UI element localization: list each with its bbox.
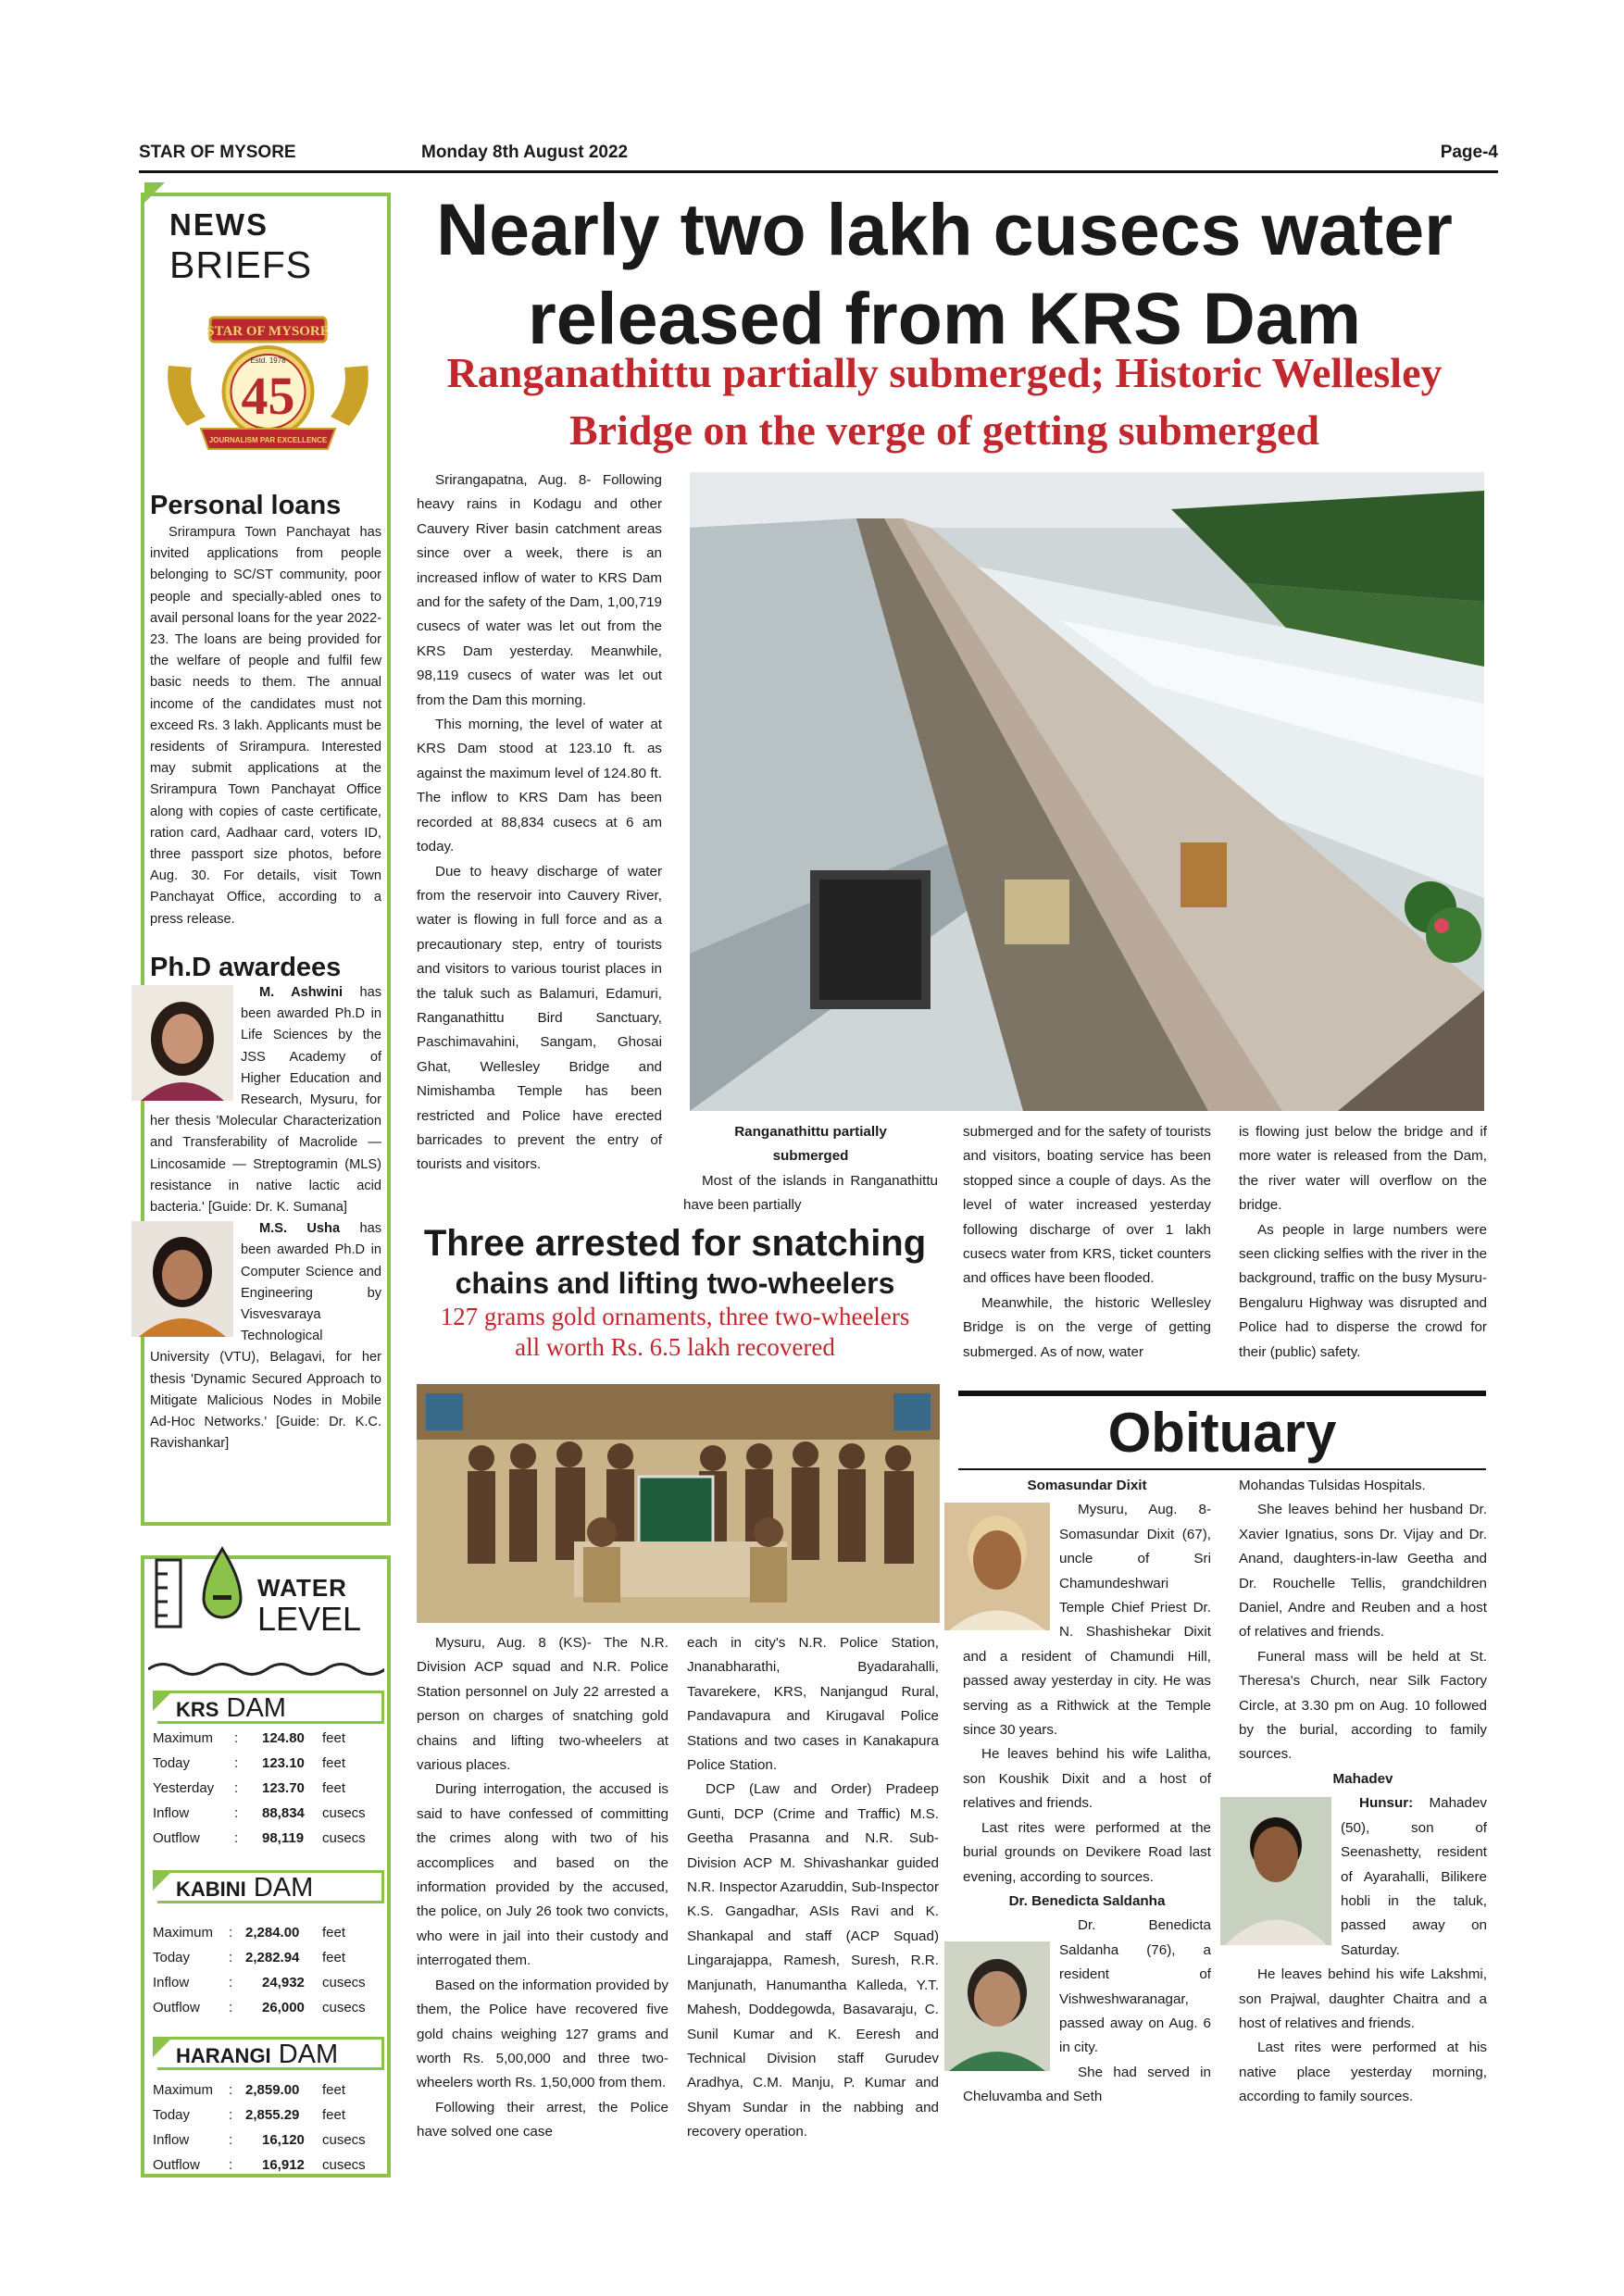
main-story-col3 [963, 1120, 1211, 1365]
obit-3-text [1239, 1791, 1487, 1963]
krs-dam-suffix: DAM [226, 1693, 286, 1723]
row-label: Yesterday [153, 1780, 215, 1796]
phd-heading: Ph.D awardees [150, 953, 342, 982]
main-story-paragraph: Srirangapatna, Aug. 8- Following heavy rains in Kodagu and other Cauvery River basin catchment areas since over a week, there is an increased inflow of water to KRS Dam and for the safety of the Dam, 1,00,719 cusecs of water was let out from the KRS Dam yesterday. Meanwhile, 98,119 cusecs of water was let out from the Dam this morning. [417, 472, 662, 708]
phd-awardee-1 [150, 982, 381, 1218]
krs-dam-photo [690, 472, 1484, 1111]
row-unit: cusecs [322, 1805, 366, 1821]
water-level-title-bottom: LEVEL [257, 1600, 362, 1638]
row-label: Maximum [153, 2082, 214, 2098]
arrest-story-col2 [687, 1631, 939, 2145]
row-label: Today [153, 2107, 191, 2123]
awardee-2-name: M.S. Usha [259, 1221, 341, 1237]
obit-2-funeral: Funeral mass will be held at St. Theresa's Church, near Silk Factory Circle, at 3.30 pm on Aug. 10 followed by the burial, according to family sources. [1239, 1648, 1487, 1763]
police-team-photo [417, 1384, 940, 1623]
corner-accent [153, 1691, 173, 1711]
row-value: 124.80 [262, 1730, 305, 1746]
row-value: 16,912 [262, 2157, 305, 2173]
obituary-col2 [1239, 1474, 1487, 2110]
arrest-story-paragraph: DCP (Law and Order) Pradeep Gunti, DCP (Crime and Traffic) M.S. Geetha Prasanna and N.R. Sub-Division ACP M. Shivashankar guided N.R. Inspector Azaruddin, Sub-Inspector K.S. Gangadhar, ASIs Ravi and K. Shankapal and staff (ACP Squad) Lingarajappa, Ramesh, Suresh, R.R. Manjunath, Hanumantha Kalleda, Y.T. Mahesh, Doddegowda, Basavaraju, C. Sunil Kumar and K. Eeresh and Technical Division staff Gurudev Aradhya, C.M. Manju, P. Kumar and Shyam Sundar in the nabbing and recovery operation. [687, 1781, 939, 2140]
arrest-story-header [407, 1222, 943, 1363]
row-unit: cusecs [322, 1830, 366, 1846]
main-story-col2 [683, 1120, 938, 1218]
obit-2-text [963, 1914, 1211, 2060]
obit-3-place: Hunsur: [1359, 1795, 1414, 1812]
phd-awardee-2 [150, 1218, 381, 1454]
obit-2-photo [944, 1941, 1050, 2071]
obit-3-photo [1220, 1797, 1331, 1945]
obit-3-paragraph-3: Last rites were performed at his native place yesterday morning, according to family sources. [1239, 2040, 1487, 2105]
row-value: 16,120 [262, 2132, 305, 2148]
obituary-underline [958, 1468, 1486, 1470]
personal-loans-brief [150, 489, 381, 930]
arrest-subhead: 127 grams gold ornaments, three two-wheelers all worth Rs. 6.5 lakh recovered [440, 1303, 910, 1361]
row-value: 2,284.00 [245, 1925, 300, 1940]
harangi-dam-suffix: DAM [278, 2040, 339, 2069]
row-unit: feet [322, 1730, 346, 1746]
logo-title: STAR OF MYSORE [206, 324, 330, 339]
row-label: Inflow [153, 1975, 190, 1990]
arrest-story-paragraph: Mysuru, Aug. 8 (KS)- The N.R. Division ACP squad and N.R. Police Station personnel on July 22 arrested a person on charges of snatching gold chains and lifting two-wheelers at various places. [417, 1635, 668, 1774]
row-label: Maximum [153, 1925, 214, 1940]
news-briefs-title [169, 207, 382, 287]
corner-accent [153, 1870, 173, 1890]
issue-date: Monday 8th August 2022 [421, 143, 629, 162]
row-label: Inflow [153, 1805, 190, 1821]
arrest-headline-1: Three arrested for snatching [423, 1223, 927, 1264]
page-number: Page-4 [1440, 143, 1498, 162]
obit-1-name: Somasundar Dixit [1027, 1478, 1147, 1493]
personal-loans-text: Srirampura Town Panchayat has invited applications from people belonging to SC/ST community, poor people and specially-abled ones to avail personal loans for the year 2022-23. The loans are being provided for the welfare of people and fulfil few basic needs to them. The annual income of the candidates must not exceed Rs. 3 lakh. Applicants must be residents of Srirampura. Interested may submit applications at the Srirampura Town Panchayat Office along with copies of caste certificate, ration card, Aadhaar card, voters ID, three passport size photos, before Aug. 30. For details, visit Town Panchayat Office, according to a press release. [150, 525, 381, 927]
krs-dam-name: KRS [176, 1698, 219, 1721]
arrest-story-paragraph: Based on the information provided by them, the Police have recovered five gold chains weighing 127 grams and worth Rs. 5,00,000 and three two-wheelers worth Rs. 1,50,000 from them. [417, 1977, 668, 2091]
arrest-story-paragraph: Following their arrest, the Police have solved one case [417, 2099, 668, 2140]
row-value: 2,859.00 [245, 2082, 300, 2098]
harangi-dam-header [157, 2037, 384, 2070]
obit-3-name: Mahadev [1332, 1770, 1393, 1787]
row-unit: feet [322, 1950, 346, 1965]
obit-1-text [963, 1498, 1211, 1742]
obit-3-paragraph-2: He leaves behind his wife Lakshmi, son Prajwal, daughter Chaitra and a host of relatives and friends. [1239, 1966, 1487, 2031]
dam-photo-caption: Ranganathittu partially submerged [734, 1124, 887, 1165]
arrest-headline-2: chains and lifting two-wheelers [455, 1267, 895, 1300]
awardee-2-photo [131, 1221, 233, 1337]
row-unit: feet [322, 2107, 346, 2123]
row-value: 2,855.29 [245, 2107, 300, 2123]
row-unit: cusecs [322, 1975, 366, 1990]
arrest-story-paragraph: each in city's N.R. Police Station, Jnanabharathi, Byadarahalli, Tavarekere, KRS, Nanjangud Rural, Pandavapura and Kirugaval Police Stations and two cases in Kanakapura Police Station. [687, 1635, 939, 1774]
main-subheadline: Ranganathittu partially submerged; Historic Wellesley Bridge on the verge of getting submerged [446, 349, 1443, 454]
main-story-col1 [417, 468, 662, 1178]
arrest-story-col1 [417, 1631, 668, 2145]
news-briefs-title-top: NEWS [169, 207, 269, 242]
logo-45: 45 [241, 366, 295, 426]
row-unit: cusecs [322, 2132, 366, 2148]
main-story-paragraph: This morning, the level of water at KRS Dam stood at 123.10 ft. as against the maximum level of 124.80 ft. The inflow to KRS Dam has been recorded at 88,834 cusecs at 6 am today. [417, 717, 662, 855]
row-label: Today [153, 1950, 191, 1965]
awardee-2-text: has been awarded Ph.D in Computer Science and Engineering by Visvesvaraya Technological University (VTU), Belagavi, for her thesis 'Dynamic Secured Approach to Mitigate Malicious Nodes in Mobile Ad-Hoc Networks.' [Guide: Dr. K.C. Ravishankar] [150, 1221, 381, 1452]
row-label: Outflow [153, 1830, 200, 1846]
obituary-rule [958, 1391, 1486, 1396]
main-story-paragraph: is flowing just below the bridge and if more water is released from the Dam, the river water will overflow on the bridge. [1239, 1124, 1487, 1214]
obit-2-name: Dr. Benedicta Saldanha [1008, 1892, 1166, 1909]
awardee-1-name: M. Ashwini [259, 985, 344, 1000]
logo-ribbon: JOURNALISM PAR EXCELLENCE [208, 436, 328, 444]
main-headline: Nearly two lakh cusecs water released from KRS Dam [436, 188, 1453, 359]
main-story-paragraph: Meanwhile, the historic Wellesley Bridge is on the verge of getting submerged. As of now, water [963, 1294, 1211, 1360]
main-story-paragraph: Due to heavy discharge of water from the reservoir into Cauvery River, water is flowing in full force and as a precautionary step, entry of tourists and visitors to various tourist places in the taluk such as Balamuri, Edamuri, Ranganathittu Bird Sanctuary, Paschimavahini, Sangam, Ghosai Ghat, Wellesley Bridge and Nimishamba Temple has been restricted and Police have erected barricades to prevent the entry of tourists and visitors. [417, 863, 662, 1173]
phd-awardees-brief [150, 951, 381, 1454]
row-value: 26,000 [262, 2000, 305, 2015]
obit-1-paragraph-2: He leaves behind his wife Lalitha, son Koushik Dixit and a host of relatives and friends. [963, 1746, 1211, 1812]
obit-2-family: She leaves behind her husband Dr. Xavier Ignatius, sons Dr. Vijay and Dr. Anand, daughters-in-law Geetha and Dr. Rouchelle Tellis, grandchildren Daniel, Andre and Reuben and a host of relatives and friends. [1239, 1502, 1487, 1641]
obit-1-paragraph-3: Last rites were performed at the burial grounds on Devikere Road last evening, according to sources. [963, 1819, 1211, 1885]
harangi-dam-name: HARANGI [176, 2044, 271, 2067]
awardee-1-photo [131, 985, 233, 1101]
main-story-paragraph: Most of the islands in Ranganathittu have been partially [683, 1172, 938, 1214]
kabini-dam-suffix: DAM [253, 1873, 314, 1903]
news-briefs-title-bottom: BRIEFS [169, 243, 313, 286]
personal-loans-heading: Personal loans [150, 491, 342, 520]
water-level-title [257, 1574, 387, 1637]
row-unit: feet [322, 1925, 346, 1940]
obit-1-body: Mysuru, Aug. 8- Somasundar Dixit (67), uncle of Sri Chamundeshwari Temple Chief Priest Dr. N. Shashishekar Dixit and a resident of Chamundi Hill, passed away yesterday in city. He was serving as a Rithwick at the Temple since 30 years. [963, 1502, 1211, 1739]
row-unit: feet [322, 1780, 346, 1796]
obit-2-continued: Mohandas Tulsidas Hospitals. [1239, 1478, 1426, 1493]
row-label: Inflow [153, 2132, 190, 2148]
star-of-mysore-45-logo [159, 310, 377, 468]
corner-accent [144, 182, 165, 203]
row-label: Outflow [153, 2000, 200, 2015]
arrest-story-paragraph: During interrogation, the accused is said to have confessed of committing the crimes along with two of his accomplices and based on the information provided by the accused, the police, on July 26 took two convicts, who were in jail into their custody and interrogated them. [417, 1781, 668, 1969]
obit-3-lead: Mahadev (50), son of Seenashetty, resident of Ayarahalli, Bilikere hobli in the taluk, passed away on Saturday. [1341, 1795, 1487, 1958]
row-unit: cusecs [322, 2157, 366, 2173]
krs-dam-header [157, 1691, 384, 1724]
row-value: 88,834 [262, 1805, 305, 1821]
corner-accent [153, 2037, 173, 2057]
row-unit: feet [322, 2082, 346, 2098]
row-value: 123.10 [262, 1755, 305, 1771]
masthead [139, 143, 1498, 173]
paper-name: STAR OF MYSORE [139, 143, 296, 162]
row-unit: feet [322, 1755, 346, 1771]
kabini-dam-name: KABINI [176, 1878, 246, 1901]
row-unit: cusecs [322, 2000, 366, 2015]
row-label: Today [153, 1755, 191, 1771]
row-value: 123.70 [262, 1780, 305, 1796]
obit-1-photo [944, 1503, 1050, 1630]
awardee-1-text: has been awarded Ph.D in Life Sciences by the JSS Academy of Higher Education and Research, Mysuru, for her thesis 'Molecular Characterization and Transferability of Macrolide — Lincosamide — Streptogramin (MLS) resistance in native lactic acid bacteria.' [Guide: Dr. K. Sumana] [150, 985, 381, 1216]
main-story-paragraph: As people in large numbers were seen clicking selfies with the river in the background, traffic on the busy Mysuru-Bengaluru Highway was disrupted and Police had to disperse the crowd for their (public) safety. [1239, 1221, 1487, 1360]
logo-estd: Estd. 1978 [250, 356, 286, 365]
kabini-dam-header [157, 1870, 384, 1903]
main-story-paragraph: submerged and for the safety of tourists and visitors, boating service has been stopped since a couple of days. As the level of water increased yesterday following discharge of over 1 lakh cusecs water from KRS, ticket counters and offices have been flooded. [963, 1124, 1211, 1287]
row-label: Maximum [153, 1730, 214, 1746]
obit-2-body: Dr. Benedicta Saldanha (76), a resident of Vishweshwaranagar, passed away on Aug. 6 in city. [1059, 1917, 1211, 2056]
row-value: 98,119 [262, 1830, 305, 1846]
water-level-icon [153, 1541, 264, 1634]
water-level-title-top: WATER [257, 1574, 347, 1602]
main-story-col4 [1239, 1120, 1487, 1365]
row-label: Outflow [153, 2157, 200, 2173]
obituary-title: Obituary [1107, 1402, 1337, 1464]
row-value: 24,932 [262, 1975, 305, 1990]
obituary-col1 [963, 1474, 1211, 2110]
obit-2-paragraph-2: She had served in Cheluvamba and Seth [963, 2064, 1211, 2105]
wave-decoration [148, 1659, 384, 1679]
row-value: 2,282.94 [245, 1950, 300, 1965]
